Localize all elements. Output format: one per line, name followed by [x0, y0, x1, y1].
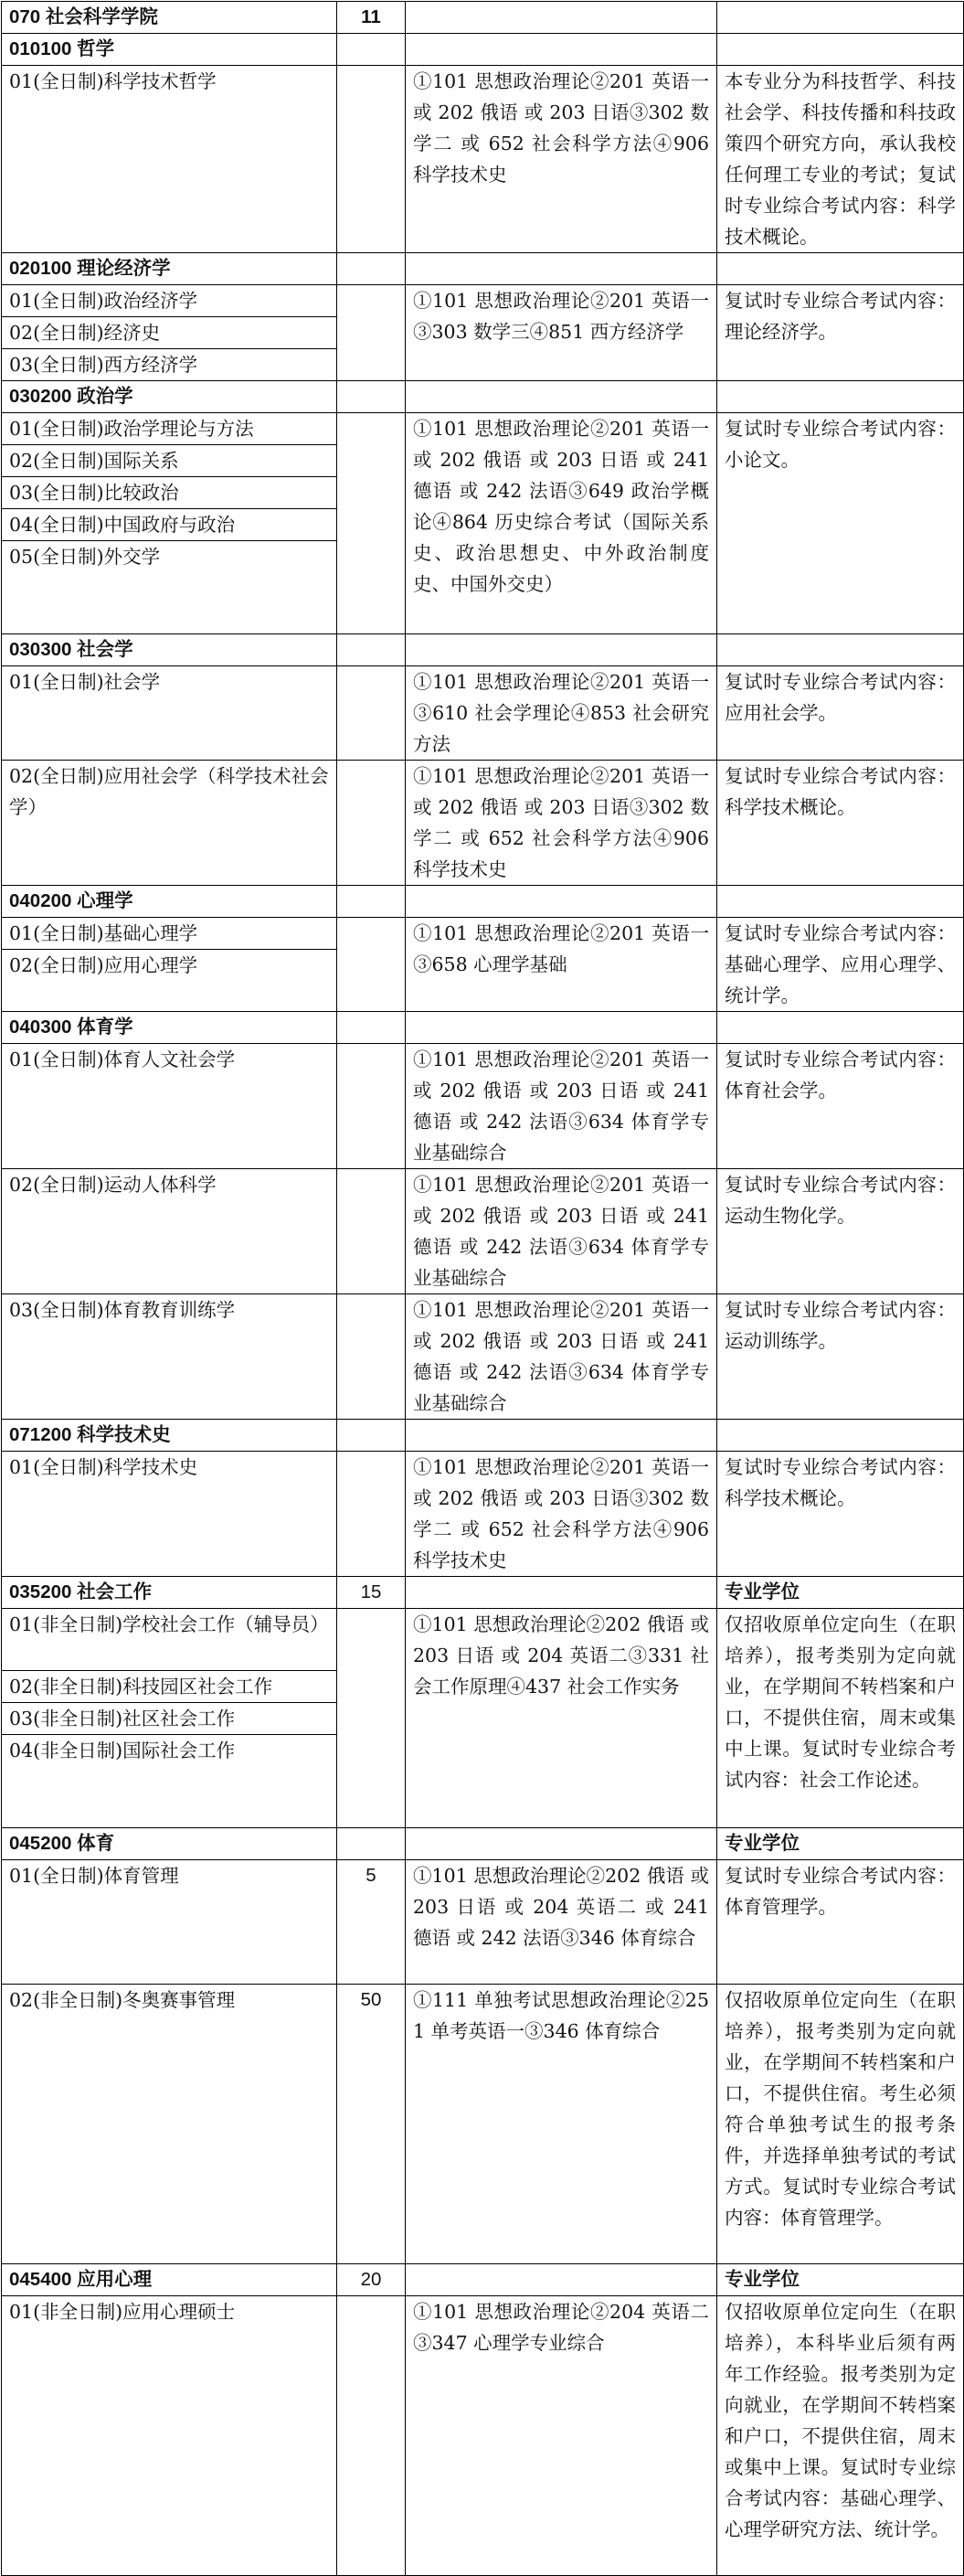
major-title: 071200 科学技术史 [2, 1420, 337, 1452]
degree-type-badge: 专业学位 [717, 2264, 964, 2296]
major-quota: 20 [337, 2264, 406, 2296]
remarks: 复试时专业综合考试内容：应用社会学。 [717, 666, 964, 761]
major-header-030300 [2, 634, 964, 666]
major-header-045200 [2, 1828, 964, 1860]
direction-quota: 50 [337, 1985, 406, 2264]
direction-name: 01(全日制)社会学 [2, 666, 337, 761]
direction-name: 03(全日制)比较政治 [2, 477, 337, 509]
exam-subjects: ①101 思想政治理论②202 俄语 或 203 日语 或 204 英语二 或 241 德语 或 242 法语③346 体育综合 [406, 1860, 717, 1985]
exam-subjects: ①111 单独考试思想政治理论②251 单考英语一③346 体育综合 [406, 1985, 717, 2264]
major-title: 045200 体育 [2, 1828, 337, 1860]
direction-name: 01(全日制)政治经济学 [2, 285, 337, 317]
remarks: 本专业分为科技哲学、科技社会学、科技传播和科技政策四个研究方向，承认我校任何理工专业的考试；复试时专业综合考试内容：科学技术概论。 [717, 66, 964, 253]
direction-name: 01(全日制)体育人文社会学 [2, 1044, 337, 1169]
direction-name: 01(非全日制)应用心理硕士 [2, 2296, 337, 2576]
degree-type-badge: 专业学位 [717, 1577, 964, 1609]
major-title: 040300 体育学 [2, 1012, 337, 1044]
major-title: 010100 哲学 [2, 34, 337, 66]
exam-subjects: ①101 思想政治理论②201 英语一③658 心理学基础 [406, 918, 717, 1012]
table-row [2, 413, 964, 445]
exam-subjects: ①101 思想政治理论②201 英语一 或 202 俄语 或 203 日语 或 241 德语 或 242 法语③634 体育学专业基础综合 [406, 1169, 717, 1294]
direction-name: 01(全日制)科学技术史 [2, 1452, 337, 1577]
table-row [2, 1294, 964, 1420]
table-row [2, 1609, 964, 1671]
exam-subjects: ①101 思想政治理论②201 英语一 或 202 俄语 或 203 日语③302 数学二 或 652 社会科学方法④906 科学技术史 [406, 761, 717, 886]
exam-subjects: ①101 思想政治理论②201 英语一 或 202 俄语 或 203 日语③302 数学二 或 652 社会科学方法④906 科学技术史 [406, 66, 717, 253]
major-title: 030300 社会学 [2, 634, 337, 666]
remarks: 复试时专业综合考试内容：理论经济学。 [717, 285, 964, 381]
major-quota: 15 [337, 1577, 406, 1609]
remarks: 复试时专业综合考试内容：运动训练学。 [717, 1294, 964, 1420]
table-row [2, 1452, 964, 1577]
catalog-table [1, 1, 964, 2576]
remarks: 复试时专业综合考试内容：体育管理学。 [717, 1860, 964, 1985]
direction-name: 02(全日制)应用心理学 [2, 950, 337, 1012]
direction-name: 03(全日制)西方经济学 [2, 349, 337, 381]
direction-name: 03(非全日制)社区社会工作 [2, 1703, 337, 1735]
degree-type-badge: 专业学位 [717, 1828, 964, 1860]
table-row [2, 918, 964, 950]
major-header-020100 [2, 253, 964, 285]
table-row [2, 1860, 964, 1985]
remarks: 复试时专业综合考试内容：科学技术概论。 [717, 761, 964, 886]
school-name: 070 社会科学学院 [2, 2, 337, 34]
direction-name: 01(全日制)基础心理学 [2, 918, 337, 950]
direction-name: 02(全日制)运动人体科学 [2, 1169, 337, 1294]
direction-name: 01(全日制)科学技术哲学 [2, 66, 337, 253]
remarks: 复试时专业综合考试内容：科学技术概论。 [717, 1452, 964, 1577]
remarks: 仅招收原单位定向生（在职培养），报考类别为定向就业，在学期间不转档案和户口，不提供住宿，周末或集中上课。复试时专业综合考试内容：社会工作论述。 [717, 1609, 964, 1828]
major-header-040200 [2, 886, 964, 918]
direction-name: 02(全日制)经济史 [2, 317, 337, 349]
major-header-035200 [2, 1577, 964, 1609]
remarks: 仅招收原单位定向生（在职培养），报考类别为定向就业，在学期间不转档案和户口，不提供住宿。考生必须符合单独考试生的报考条件，并选择单独考试的考试方式。复试时专业综合考试内容：体育管理学。 [717, 1985, 964, 2264]
major-title: 040200 心理学 [2, 886, 337, 918]
direction-quota: 5 [337, 1860, 406, 1985]
direction-name: 03(全日制)体育教育训练学 [2, 1294, 337, 1420]
direction-name: 05(全日制)外交学 [2, 541, 337, 634]
major-header-040300 [2, 1012, 964, 1044]
direction-name: 02(全日制)国际关系 [2, 445, 337, 477]
direction-name: 02(非全日制)科技园区社会工作 [2, 1671, 337, 1703]
major-header-071200 [2, 1420, 964, 1452]
table-row [2, 1169, 964, 1294]
exam-subjects: ①101 思想政治理论②201 英语一③610 社会学理论④853 社会研究方法 [406, 666, 717, 761]
major-header-045400 [2, 2264, 964, 2296]
direction-name: 01(全日制)体育管理 [2, 1860, 337, 1985]
table-row [2, 2296, 964, 2576]
school-quota: 11 [337, 2, 406, 34]
direction-name: 02(非全日制)冬奥赛事管理 [2, 1985, 337, 2264]
remarks: 仅招收原单位定向生（在职培养），本科毕业后须有两年工作经验。报考类别为定向就业，在学期间不转档案和户口，不提供住宿，周末或集中上课。复试时专业综合考试内容：基础心理学、心理学研究方法、统计学。 [717, 2296, 964, 2576]
table-row [2, 285, 964, 317]
remarks: 复试时专业综合考试内容：小论文。 [717, 413, 964, 634]
exam-subjects: ①101 思想政治理论②202 俄语 或 203 日语 或 204 英语二③331 社会工作原理④437 社会工作实务 [406, 1609, 717, 1828]
major-header-010100 [2, 34, 964, 66]
exam-subjects: ①101 思想政治理论②201 英语一③303 数学三④851 西方经济学 [406, 285, 717, 381]
exam-subjects: ①101 思想政治理论②201 英语一 或 202 俄语 或 203 日语 或 241 德语 或 242 法语③649 政治学概论④864 历史综合考试（国际关系史、政治思想史、中外政治制度史、中国外交史） [406, 413, 717, 634]
major-title: 020100 理论经济学 [2, 253, 337, 285]
major-title: 030200 政治学 [2, 381, 337, 413]
major-title: 045400 应用心理 [2, 2264, 337, 2296]
remarks: 复试时专业综合考试内容：基础心理学、应用心理学、统计学。 [717, 918, 964, 1012]
direction-name: 01(全日制)政治学理论与方法 [2, 413, 337, 445]
table-row [2, 761, 964, 886]
table-row [2, 1044, 964, 1169]
remarks: 复试时专业综合考试内容：体育社会学。 [717, 1044, 964, 1169]
exam-subjects: ①101 思想政治理论②201 英语一 或 202 俄语 或 203 日语 或 241 德语 或 242 法语③634 体育学专业基础综合 [406, 1044, 717, 1169]
exam-subjects: ①101 思想政治理论②204 英语二③347 心理学专业综合 [406, 2296, 717, 2576]
exam-subjects: ①101 思想政治理论②201 英语一 或 202 俄语 或 203 日语 或 241 德语 或 242 法语③634 体育学专业基础综合 [406, 1294, 717, 1420]
major-title: 035200 社会工作 [2, 1577, 337, 1609]
table-row [2, 666, 964, 761]
direction-name: 04(非全日制)国际社会工作 [2, 1735, 337, 1828]
direction-name: 02(全日制)应用社会学（科学技术社会学） [2, 761, 337, 886]
exam-subjects: ①101 思想政治理论②201 英语一 或 202 俄语 或 203 日语③302 数学二 或 652 社会科学方法④906 科学技术史 [406, 1452, 717, 1577]
major-header-030200 [2, 381, 964, 413]
direction-name: 04(全日制)中国政府与政治 [2, 509, 337, 541]
table-row [2, 1985, 964, 2264]
table-row [2, 66, 964, 253]
direction-name: 01(非全日制)学校社会工作（辅导员） [2, 1609, 337, 1671]
remarks: 复试时专业综合考试内容：运动生物化学。 [717, 1169, 964, 1294]
school-header-row [2, 2, 964, 34]
